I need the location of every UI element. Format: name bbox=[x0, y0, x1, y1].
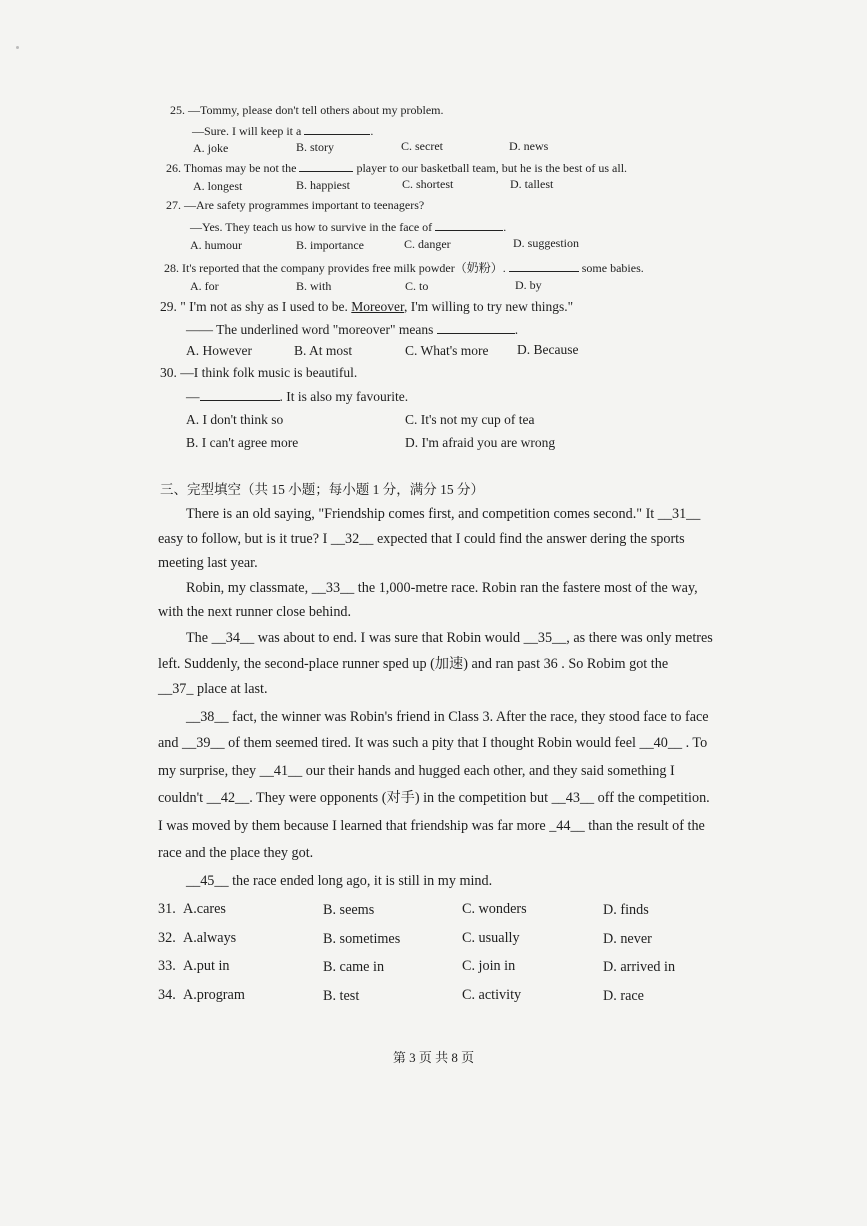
question-text-post: player to our basketball team, but he is the best of us all. bbox=[356, 161, 628, 175]
page-footer: 第 3 页 共 8 页 bbox=[392, 1050, 475, 1065]
reply-text: —Yes. They teach us how to survive in the face of bbox=[190, 220, 433, 234]
option-c: C. shortest bbox=[402, 177, 454, 191]
option-c: C. usually bbox=[462, 930, 520, 946]
question-text-pre: It's reported that the company provides free milk powder（奶粉）. bbox=[182, 261, 506, 275]
option-c: C. It's not my cup of tea bbox=[405, 412, 535, 427]
option-a: A. for bbox=[190, 279, 219, 293]
option-d: D. suggestion bbox=[513, 236, 579, 250]
question-text-post: , I'm willing to try new things." bbox=[404, 299, 574, 314]
option-d: D. never bbox=[603, 931, 652, 947]
passage-line: couldn't __42__. They were opponents (对手) in the competition but __43__ off the competition. bbox=[158, 790, 710, 806]
question-28 bbox=[164, 260, 644, 274]
answer-blank bbox=[304, 123, 370, 135]
option-d: D. news bbox=[509, 139, 549, 153]
option-b: B. with bbox=[296, 279, 332, 293]
passage-line: Robin, my classmate, __33__ the 1,000-metre race. Robin ran the fastere most of the way, bbox=[186, 580, 698, 596]
option-a: A. humour bbox=[190, 238, 242, 252]
option-d: D. by bbox=[515, 278, 542, 292]
option-b: B. importance bbox=[296, 238, 364, 252]
reply-text: . It is also my favourite. bbox=[279, 389, 409, 404]
option-b: B. happiest bbox=[296, 178, 350, 192]
option-b: B. test bbox=[323, 988, 360, 1004]
choice-number: 31. bbox=[158, 901, 176, 917]
passage-line: The __34__ was about to end. I was sure that Robin would __35__, as there was only metres bbox=[186, 630, 713, 646]
passage-line: left. Suddenly, the second-place runner sped up (加速) and ran past 36 . So Robim got the bbox=[158, 656, 669, 672]
option-a: A.cares bbox=[183, 901, 226, 917]
option-b: B. came in bbox=[323, 959, 385, 975]
option-c: C. What's more bbox=[405, 343, 489, 358]
option-c: C. secret bbox=[401, 139, 443, 153]
option-c: C. wonders bbox=[462, 901, 527, 917]
choice-number: 34. bbox=[158, 987, 176, 1003]
question-25-reply: —Sure. I will keep it a . bbox=[192, 124, 374, 138]
choice-number: 33. bbox=[158, 958, 176, 974]
option-a: A.always bbox=[183, 930, 237, 946]
option-c: C. join in bbox=[462, 958, 516, 974]
option-a: A.program bbox=[183, 987, 245, 1003]
option-a: A.put in bbox=[183, 958, 230, 974]
scan-speck bbox=[16, 46, 19, 49]
answer-blank bbox=[299, 160, 353, 172]
option-b: B. At most bbox=[294, 343, 353, 358]
option-b: B. seems bbox=[323, 902, 375, 918]
option-d: D. race bbox=[603, 988, 644, 1004]
question-number: 30. bbox=[160, 365, 177, 380]
answer-blank bbox=[437, 322, 515, 334]
option-a: A. joke bbox=[193, 141, 229, 155]
passage-line: with the next runner close behind. bbox=[158, 604, 352, 620]
passage-line: There is an old saying, "Friendship comes first, and competition comes second." It __31__ bbox=[186, 506, 701, 522]
answer-blank bbox=[200, 389, 280, 401]
option-c: C. to bbox=[405, 279, 429, 293]
question-text-post: some babies. bbox=[581, 261, 644, 275]
option-b: B. I can't agree more bbox=[186, 435, 299, 450]
passage-line: __38__ fact, the winner was Robin's friend in Class 3. After the race, they stood face to face bbox=[186, 709, 709, 725]
question-number: 26. bbox=[166, 161, 181, 175]
option-b: B. story bbox=[296, 140, 335, 154]
answer-blank bbox=[435, 219, 503, 231]
question-26 bbox=[166, 160, 627, 174]
question-text-pre: " I'm not as shy as I used to be. bbox=[180, 299, 348, 314]
answer-blank bbox=[509, 260, 579, 272]
question-number: 27. bbox=[166, 198, 181, 212]
question-text: —Tommy, please don't tell others about my problem. bbox=[188, 103, 444, 117]
prompt-text: —— The underlined word "moreover" means bbox=[186, 322, 434, 337]
passage-line: meeting last year. bbox=[158, 555, 258, 571]
passage-line: and __39__ of them seemed tired. It was such a pity that I thought Robin would feel __40__ . To bbox=[158, 735, 708, 751]
section-heading: 三、完型填空（共 15 小题；每小题 1 分，满分 15 分） bbox=[160, 482, 484, 497]
option-d: D. finds bbox=[603, 902, 649, 918]
question-30 bbox=[160, 366, 357, 380]
question-text: —I think folk music is beautiful. bbox=[180, 365, 358, 380]
question-27 bbox=[166, 199, 424, 211]
option-b: B. sometimes bbox=[323, 931, 401, 947]
passage-line: __37_ place at last. bbox=[158, 681, 268, 697]
passage-line: __45__ the race ended long ago, it is still in my mind. bbox=[186, 873, 493, 889]
passage-line: my surprise, they __41__ our their hands and hugged each other, and they said something I bbox=[158, 763, 675, 779]
option-c: C. danger bbox=[404, 237, 451, 251]
option-d: D. Because bbox=[517, 342, 579, 357]
question-29-prompt: —— The underlined word "moreover" means . bbox=[186, 322, 519, 337]
option-d: D. I'm afraid you are wrong bbox=[405, 435, 556, 450]
question-25 bbox=[170, 104, 444, 116]
question-number: 28. bbox=[164, 261, 179, 275]
question-29 bbox=[160, 300, 573, 314]
option-a: A. However bbox=[186, 343, 252, 358]
reply-text: —Sure. I will keep it a bbox=[192, 124, 302, 138]
question-30-reply: — . It is also my favourite. bbox=[186, 389, 409, 404]
underlined-word: Moreover bbox=[351, 299, 404, 314]
passage-line: race and the place they got. bbox=[158, 845, 314, 861]
question-text-pre: Thomas may be not the bbox=[183, 161, 297, 175]
question-text: —Are safety programmes important to teenagers? bbox=[184, 198, 425, 212]
option-a: A. longest bbox=[193, 179, 243, 193]
question-27-reply: —Yes. They teach us how to survive in the face of . bbox=[190, 220, 507, 234]
question-number: 29. bbox=[160, 299, 177, 314]
question-number: 25. bbox=[170, 103, 185, 117]
passage-line: I was moved by them because I learned that friendship was far more _44__ than the result of the bbox=[158, 818, 705, 834]
choice-number: 32. bbox=[158, 930, 176, 946]
option-a: A. I don't think so bbox=[186, 412, 284, 427]
option-c: C. activity bbox=[462, 987, 522, 1003]
passage-line: easy to follow, but is it true? I __32__ expected that I could find the answer dering the sports bbox=[158, 531, 685, 547]
option-d: D. tallest bbox=[510, 177, 554, 191]
option-d: D. arrived in bbox=[603, 959, 676, 975]
